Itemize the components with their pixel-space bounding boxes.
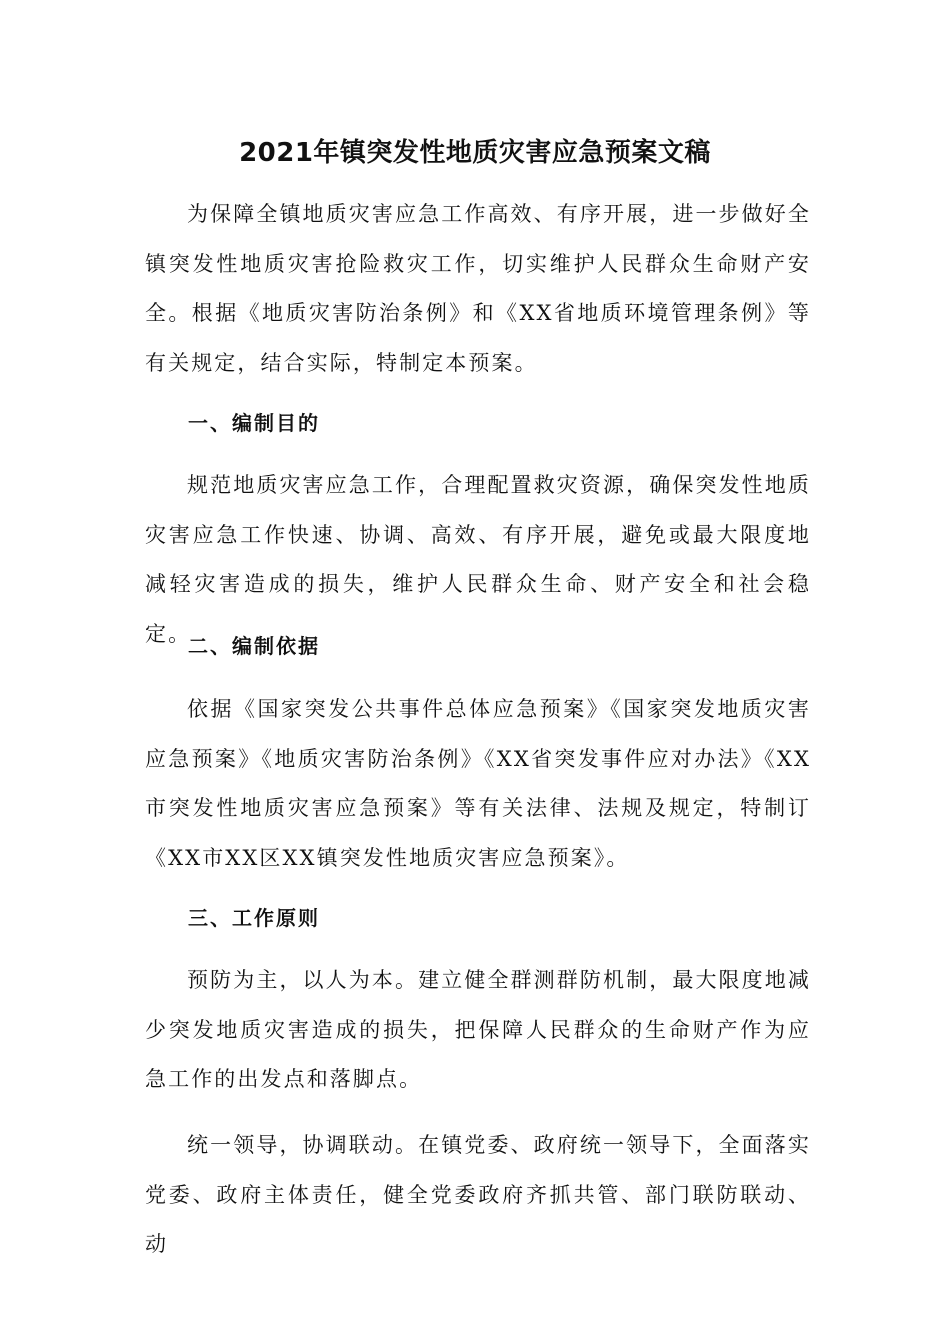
section-principles-paragraph-1: 预防为主，以人为本。建立健全群测群防机制，最大限度地减少突发地质灾害造成的损失，把保障人民群众的生命财产作为应急工作的出发点和落脚点。 [145,968,811,1091]
section-heading-purpose: 一、编制目的 [188,411,320,435]
section-heading-principles: 三、工作原则 [188,906,320,930]
document-title: 2021年镇突发性地质灾害应急预案文稿 [239,138,711,168]
section-basis-paragraph: 依据《国家突发公共事件总体应急预案》《国家突发地质灾害应急预案》《地质灾害防治条例》《XX省突发事件应对办法》《XX市突发性地质灾害应急预案》等有关法律、法规及规定，特制订《XX市XX区XX镇突发性地质灾害应急预案》。 [145,697,811,870]
intro-paragraph: 为保障全镇地质灾害应急工作高效、有序开展，进一步做好全镇突发性地质灾害抢险救灾工作，切实维护人民群众生命财产安全。根据《地质灾害防治条例》和《XX省地质环境管理条例》等有关规定，结合实际，特制定本预案。 [145,202,811,375]
section-principles-paragraph-2: 统一领导，协调联动。在镇党委、政府统一领导下，全面落实党委、政府主体责任，健全党委政府齐抓共管、部门联防联动、动 [145,1133,811,1256]
section-heading-basis: 二、编制依据 [188,634,320,658]
section-purpose-paragraph: 规范地质灾害应急工作，合理配置救灾资源，确保突发性地质灾害应急工作快速、协调、高效、有序开展，避免或最大限度地减轻灾害造成的损失，维护人民群众生命、财产安全和社会稳定。 [145,473,811,646]
